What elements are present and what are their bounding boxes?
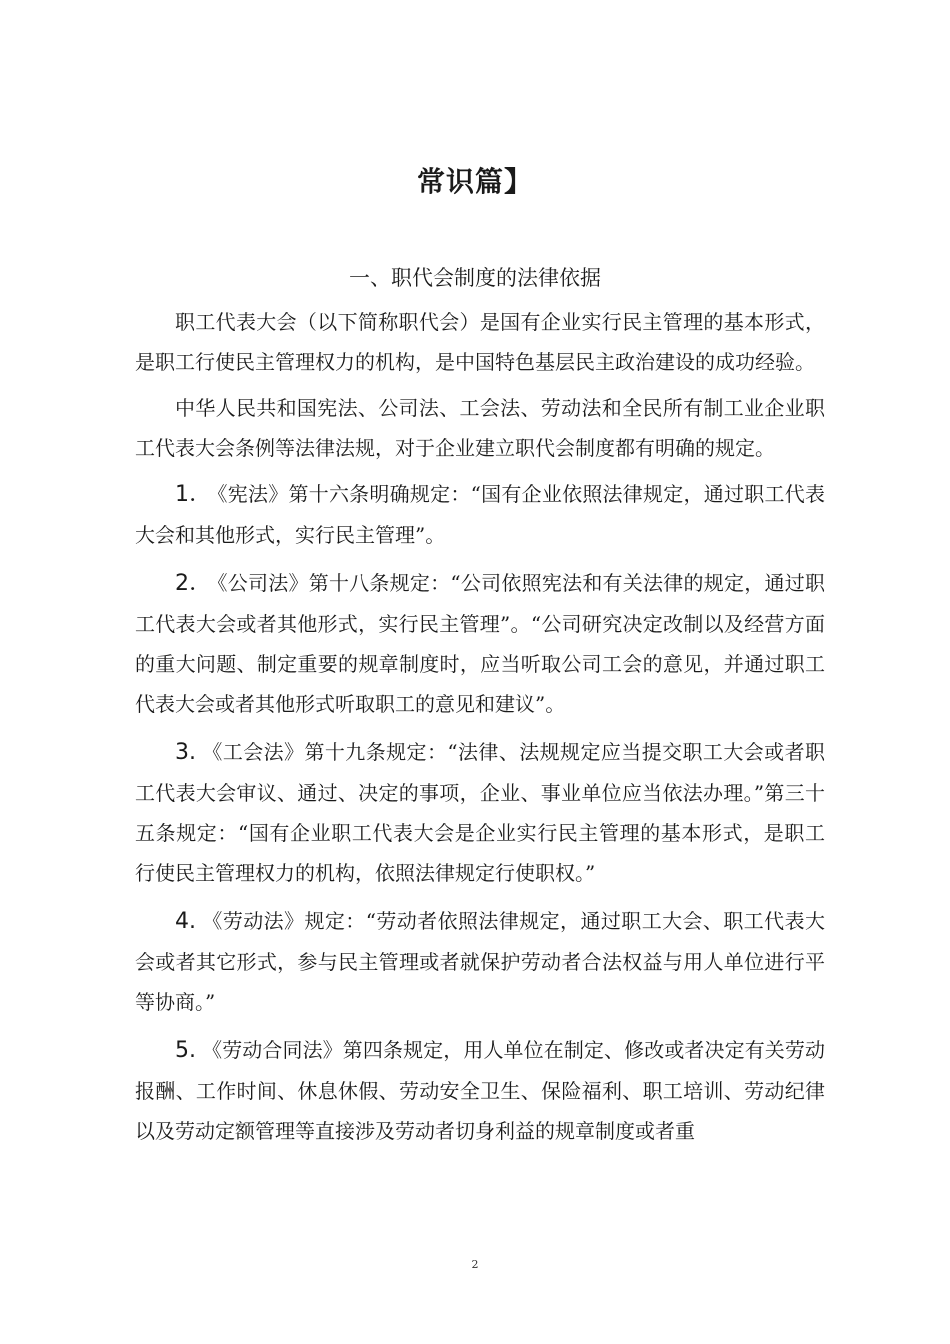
list-item-number: 2． xyxy=(175,571,212,596)
paragraph-laws: 中华人民共和国宪法、公司法、工会法、劳动法和全民所有制工业企业职工代表大会条例等法律法规，对于企业建立职代会制度都有明确的规定。 xyxy=(135,396,825,460)
list-item-text: 《工会法》第十九条规定：“法律、法规规定应当提交职工大会或者职工代表大会审议、通过、决定的事项，企业、事业单位应当依法办理。”第三十五条规定：“国有企业职工代表大会是企业实行民主管理的基本形式，是职工行使民主管理权力的机构，依照法律规定行使职权。” xyxy=(135,740,825,885)
list-item xyxy=(135,1030,825,1151)
list-item xyxy=(135,563,825,724)
document-body xyxy=(135,302,825,1159)
list-item xyxy=(135,474,825,555)
list-item-text: 《宪法》第十六条明确规定：“国有企业依照法律规定，通过职工代表大会和其他形式，实行民主管理”。 xyxy=(135,482,825,547)
list-item xyxy=(135,901,825,1022)
page-number: 2 xyxy=(471,1258,479,1271)
list-item-number: 3. xyxy=(175,740,196,765)
list-item xyxy=(135,732,825,893)
document-title: 常识篇】 xyxy=(416,165,533,198)
list-item-text: 《公司法》第十八条规定：“公司依照宪法和有关法律的规定，通过职工代表大会或者其他形式，实行民主管理”。“公司研究决定改制以及经营方面的重大问题、制定重要的规章制度时，应当听取公司工会的意见，并通过职工代表大会或者其他形式听取职工的意见和建议”。 xyxy=(135,571,825,716)
list-item-number: 5. xyxy=(175,1038,196,1063)
section-heading: 一、职代会制度的法律依据 xyxy=(349,266,601,290)
list-item-number: 1． xyxy=(175,482,212,507)
list-item-text: 《劳动法》规定：“劳动者依照法律规定，通过职工大会、职工代表大会或者其它形式，参与民主管理或者就保护劳动者合法权益与用人单位进行平等协商。” xyxy=(135,909,825,1014)
list-item-text: 《劳动合同法》第四条规定，用人单位在制定、修改或者决定有关劳动报酬、工作时间、休息休假、劳动安全卫生、保险福利、职工培训、劳动纪律以及劳动定额管理等直接涉及劳动者切身利益的规章制度或者重 xyxy=(135,1038,825,1143)
list-item-number: 4. xyxy=(175,909,196,934)
paragraph-intro: 职工代表大会（以下简称职代会）是国有企业实行民主管理的基本形式，是职工行使民主管理权力的机构，是中国特色基层民主政治建设的成功经验。 xyxy=(135,310,825,374)
